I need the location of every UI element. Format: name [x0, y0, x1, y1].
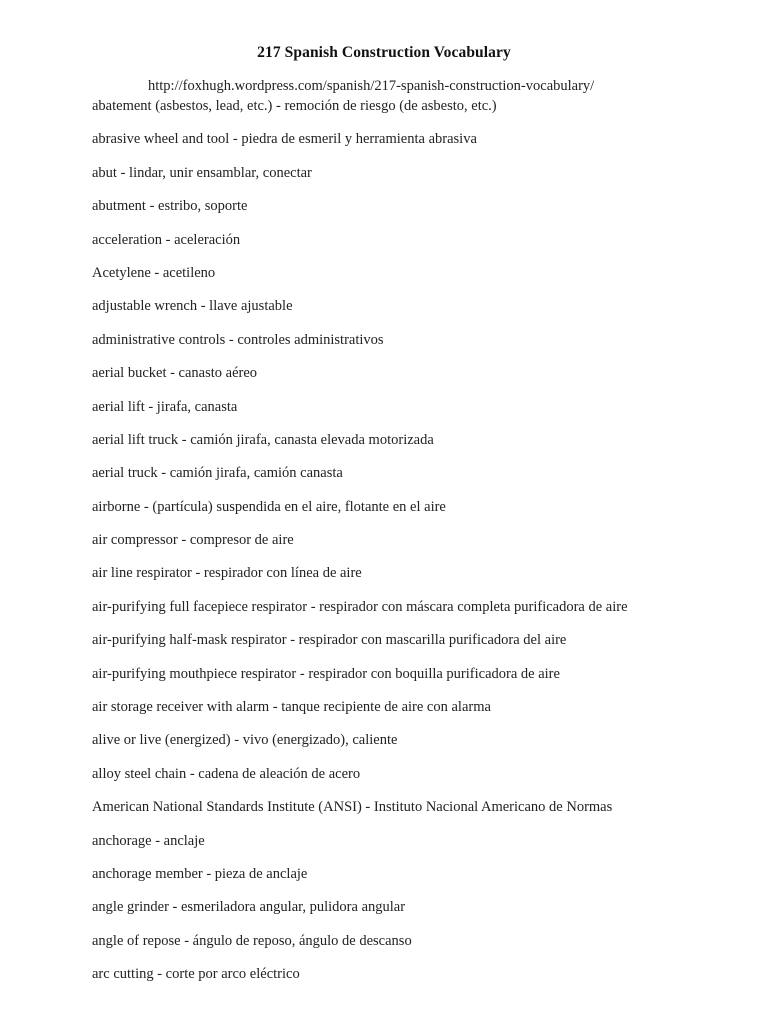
vocabulary-entry: air compressor - compresor de aire [92, 532, 294, 549]
vocabulary-entry: aerial bucket - canasto aéreo [92, 365, 258, 382]
vocabulary-entry: adjustable wrench - llave ajustable [92, 298, 293, 315]
vocabulary-entry: abut - lindar, unir ensamblar, conectar [92, 164, 312, 181]
vocabulary-entry: airborne - (partícula) suspendida en el aire, flotante en el aire [92, 498, 446, 515]
vocabulary-list [92, 96, 628, 998]
vocabulary-entry: administrative controls - controles administrativos [92, 331, 384, 348]
vocabulary-entry: aerial truck - camión jirafa, camión canasta [92, 465, 343, 482]
vocabulary-entry: alive or live (energized) - vivo (energizado), caliente [92, 732, 398, 749]
vocabulary-entry: air-purifying full facepiece respirator - respirador con máscara completa purificadora de aire [92, 598, 628, 615]
vocabulary-entry: acceleration - aceleración [92, 231, 241, 248]
vocabulary-entry: air line respirator - respirador con línea de aire [92, 565, 362, 582]
vocabulary-entry: American National Standards Institute (ANSI) - Instituto Nacional Americano de Normas [92, 799, 613, 816]
document-title: 217 Spanish Construction Vocabulary [257, 44, 511, 61]
vocabulary-entry: anchorage member - pieza de anclaje [92, 865, 308, 882]
vocabulary-entry: abatement (asbestos, lead, etc.) - remoción de riesgo (de asbesto, etc.) [92, 98, 497, 114]
vocabulary-entry: angle grinder - esmeriladora angular, pulidora angular [92, 899, 406, 916]
source-url: http://foxhugh.wordpress.com/spanish/217-spanish-construction-vocabulary/ [148, 78, 595, 94]
vocabulary-entry: aerial lift - jirafa, canasta [92, 398, 238, 415]
vocabulary-entry: anchorage - anclaje [92, 832, 205, 849]
vocabulary-entry: abrasive wheel and tool - piedra de esmeril y herramienta abrasiva [92, 131, 477, 148]
vocabulary-entry: air storage receiver with alarm - tanque recipiente de aire con alarma [92, 699, 491, 716]
vocabulary-entry: arc cutting - corte por arco eléctrico [92, 966, 300, 983]
vocabulary-entry: air-purifying half-mask respirator - respirador con mascarilla purificadora del aire [92, 632, 567, 649]
vocabulary-entry: angle of repose - ángulo de reposo, ángulo de descanso [92, 932, 412, 949]
vocabulary-entry: Acetylene - acetileno [92, 264, 216, 281]
vocabulary-entry: aerial lift truck - camión jirafa, canasta elevada motorizada [92, 431, 434, 448]
vocabulary-entry: alloy steel chain - cadena de aleación de acero [92, 765, 361, 782]
vocabulary-entry: air-purifying mouthpiece respirator - respirador con boquilla purificadora de aire [92, 665, 560, 682]
vocabulary-entry: abutment - estribo, soporte [92, 198, 248, 215]
